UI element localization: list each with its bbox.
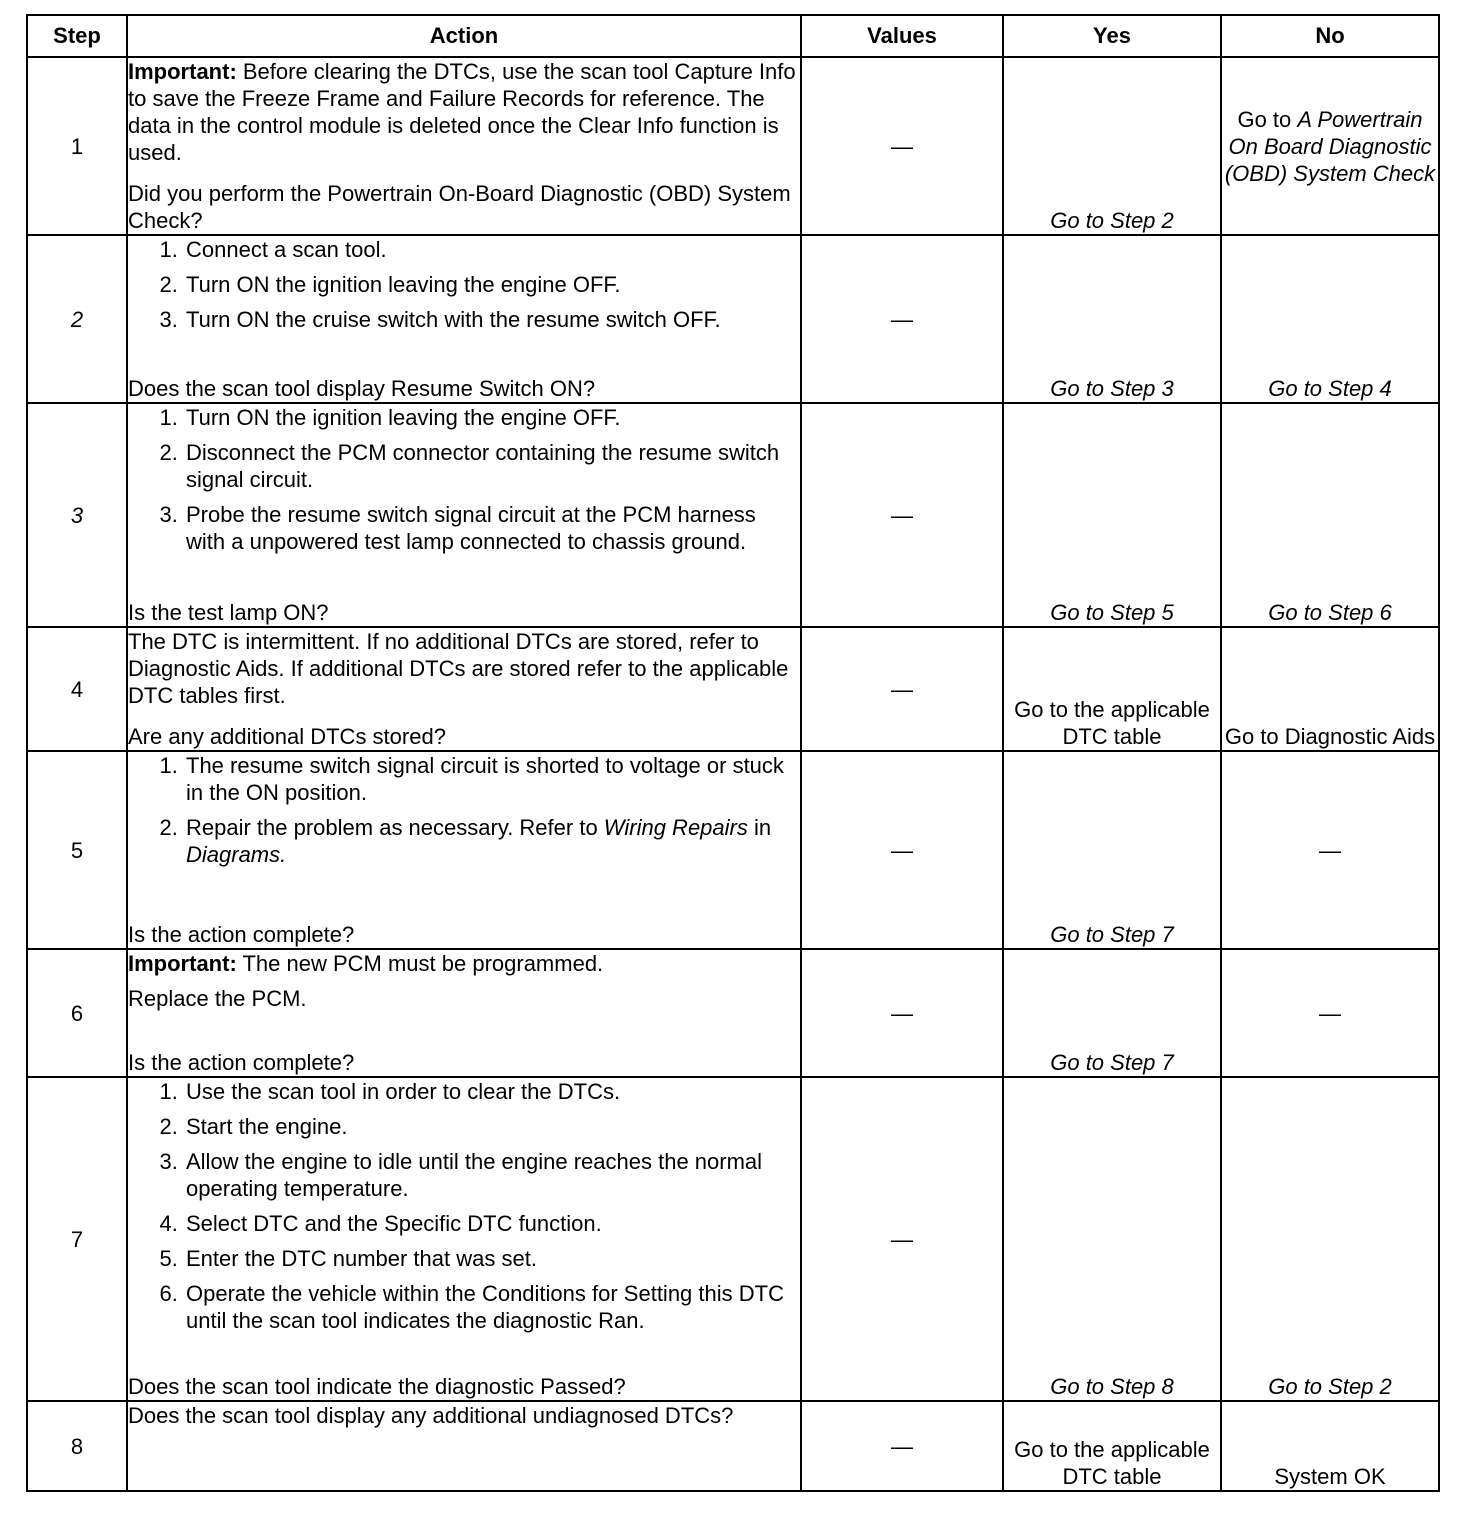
action-text: The DTC is intermittent. If no additional DTCs are stored, refer to Diagnostic Aids. If additional DTCs are stored refer to the applicable DTC tables first. [128,629,789,708]
list-item: 3. Probe the resume switch signal circuit at the PCM harness with a unpowered test lamp connected to chassis ground. [184,501,800,555]
action-list [128,404,800,561]
step-number: 6 [27,949,127,1077]
header-action: Action [127,15,801,57]
header-row [27,15,1439,57]
question-text: Does the scan tool display Resume Switch ON? [128,376,596,401]
yes-cell: Go to Step 7 [1003,751,1221,949]
question-text: Does the scan tool display any additional undiagnosed DTCs? [128,1403,734,1428]
table-row [27,627,1439,751]
no-cell: Go to Step 6 [1221,403,1439,627]
action-cell [127,1401,801,1491]
action-cell [127,57,801,235]
step-number: 4 [27,627,127,751]
question-text: Is the action complete? [128,922,355,947]
list-item: 1. The resume switch signal circuit is shorted to voltage or stuck in the ON position. [184,752,800,806]
action-cell [127,403,801,627]
list-item: 3. Turn ON the cruise switch with the resume switch OFF. [184,306,800,333]
values-cell: — [801,1077,1003,1401]
action-cell [127,751,801,949]
action-cell [127,235,801,403]
values-cell: — [801,235,1003,403]
table-row [27,1077,1439,1401]
action-list [128,1078,800,1340]
diagnostic-table [26,14,1440,1492]
list-item: 4. Select DTC and the Specific DTC function. [184,1210,800,1237]
values-cell: — [801,751,1003,949]
list-item: 1. Connect a scan tool. [184,236,800,263]
step-number: 1 [27,57,127,235]
no-cell: Go to Step 2 [1221,1077,1439,1401]
list-item: 3. Allow the engine to idle until the engine reaches the normal operating temperature. [184,1148,800,1202]
list-item: 2. Disconnect the PCM connector containing the resume switch signal circuit. [184,439,800,493]
yes-cell: Go to Step 3 [1003,235,1221,403]
step-number: 7 [27,1077,127,1401]
step-number: 3 [27,403,127,627]
table-row [27,57,1439,235]
header-yes: Yes [1003,15,1221,57]
table-row [27,949,1439,1077]
step-number: 2 [27,235,127,403]
list-item: 1. Turn ON the ignition leaving the engine OFF. [184,404,800,431]
action-cell [127,1077,801,1401]
important-note: Important: The new PCM must be programmed. [128,951,604,976]
question-text: Are any additional DTCs stored? [128,724,446,749]
yes-cell: Go to the applicable DTC table [1003,1401,1221,1491]
table-row [27,403,1439,627]
list-item: 1. Use the scan tool in order to clear the DTCs. [184,1078,800,1105]
no-cell: Go to Step 4 [1221,235,1439,403]
list-item: 2. Repair the problem as necessary. Refer to Wiring Repairs in Diagrams. [184,814,800,868]
no-cell: — [1221,751,1439,949]
yes-cell: Go to Step 7 [1003,949,1221,1077]
no-cell: — [1221,949,1439,1077]
yes-cell: Go to Step 2 [1003,57,1221,235]
yes-cell: Go to Step 5 [1003,403,1221,627]
question-text: Does the scan tool indicate the diagnostic Passed? [128,1374,626,1399]
header-values: Values [801,15,1003,57]
no-cell: Go to Diagnostic Aids [1221,627,1439,751]
values-cell: — [801,1401,1003,1491]
no-cell: System OK [1221,1401,1439,1491]
question-text: Is the action complete? [128,1050,355,1075]
table-row [27,1401,1439,1491]
header-step: Step [27,15,127,57]
action-cell [127,627,801,751]
values-cell: — [801,627,1003,751]
yes-cell: Go to the applicable DTC table [1003,627,1221,751]
action-text: Replace the PCM. [128,986,307,1011]
list-item: 5. Enter the DTC number that was set. [184,1245,800,1272]
step-number: 5 [27,751,127,949]
question-text: Did you perform the Powertrain On-Board Diagnostic (OBD) System Check? [128,181,791,233]
action-list [128,236,800,339]
action-cell [127,949,801,1077]
values-cell: — [801,949,1003,1077]
list-item: 2. Start the engine. [184,1113,800,1140]
header-no: No [1221,15,1439,57]
list-item: 6. Operate the vehicle within the Conditions for Setting this DTC until the scan tool indicates the diagnostic Ran. [184,1280,800,1334]
question-text: Is the test lamp ON? [128,600,329,625]
values-cell: — [801,403,1003,627]
list-item: 2. Turn ON the ignition leaving the engine OFF. [184,271,800,298]
table-row [27,751,1439,949]
values-cell: — [801,57,1003,235]
no-cell: Go to A Powertrain On Board Diagnostic (OBD) System Check [1221,57,1439,235]
step-number: 8 [27,1401,127,1491]
important-note: Important: Before clearing the DTCs, use the scan tool Capture Info to save the Freeze Frame and Failure Records for reference. The data in the control module is deleted once the Clear Info function is used. [128,59,796,165]
action-list [128,752,800,874]
table-row [27,235,1439,403]
yes-cell: Go to Step 8 [1003,1077,1221,1401]
